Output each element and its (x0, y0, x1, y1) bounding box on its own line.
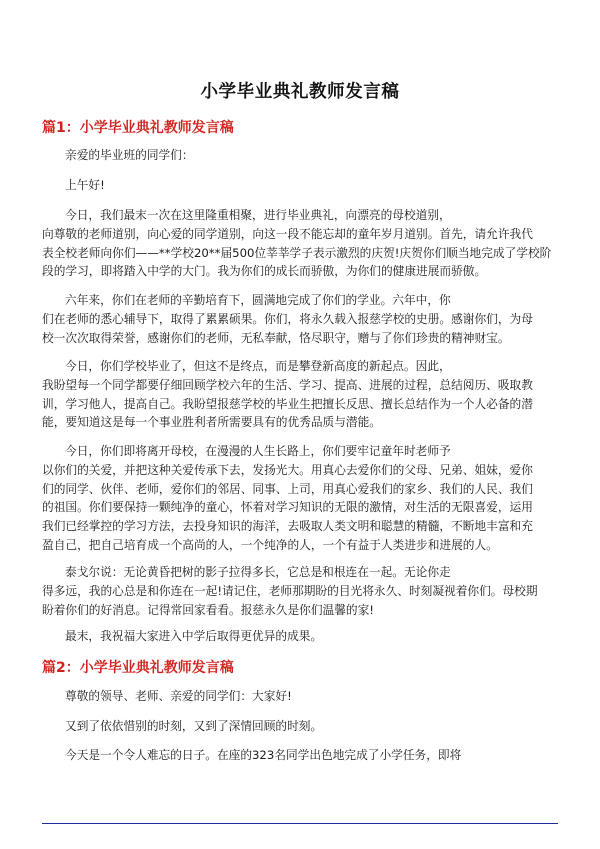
text-line: 段的学习，即将踏入中学的大门。我为你们的成长而骄傲，为你们的健康进展而骄傲。 (42, 264, 487, 279)
paragraph-1 (42, 206, 557, 281)
text-line: 泰戈尔说：无论黄昏把树的影子拉得多长，它总是和根连在一起。无论你走 (65, 565, 451, 579)
section-heading-2: 篇2：小学毕业典礼教师发言稿 (42, 660, 234, 676)
text-line: 训，学习他人，提高自己。我盼望报慈学校的毕业生把擅长反思、擅长总结作为一个人必备的潜 (42, 396, 533, 411)
greeting (42, 176, 557, 195)
text-line: 校一次次取得荣誉，感谢你们的老师，无私奉献，恪尽职守，赠与了你们珍贵的精神财宝。 (42, 330, 510, 345)
text-line: 盼着你们的好消息。记得常回家看看。报慈永久是你们温馨的家! (42, 602, 374, 617)
text-line: 的祖国。你们要保持一颗纯净的童心，怀着对学习知识的无限的激情，对生活的无限喜爱，运用 (42, 500, 533, 515)
section-heading-1: 篇1：小学毕业典礼教师发言稿 (42, 120, 234, 136)
text-line: 盈自己，把自己培育成一个高尚的人，一个纯净的人，一个有益于人类进步和进展的人。 (42, 537, 498, 552)
text-line: 亲爱的毕业班的同学们： (65, 148, 194, 162)
text-line: 六年来，你们在老师的辛勤培育下，圆满地完成了你们的学业。六年中，你 (65, 293, 451, 307)
paragraph-5 (42, 563, 557, 619)
text-line: 今日，你们即将离开母校，在漫漫的人生长路上，你们要牢记童年时老师予 (65, 444, 451, 458)
paragraph-4 (42, 442, 557, 555)
text-line: 向尊敬的老师道别，向心爱的同学道别，向这一段不能忘却的童年岁月道别。首先，请允许我代 (42, 226, 533, 241)
text-line: 们的同学、伙伴、老师，爱你们的邻居、同事、上司，用真心爱我们的家乡、我们的人民、我们 (42, 481, 533, 496)
text-line: 能，要知道这是每一个事业胜利者所需要具有的优秀品质与潜能。 (42, 415, 381, 430)
document-title: 小学毕业典礼教师发言稿 (200, 82, 400, 102)
text-line: 今日，我们最末一次在这里隆重相聚，进行毕业典礼，向漂亮的母校道别， (65, 208, 451, 222)
salutation-2 (42, 687, 557, 706)
salutation-1 (42, 146, 557, 165)
text-line: 们在老师的悉心辅导下，取得了累累硕果。你们，将永久载入报慈学校的史册。感谢你们，为母 (42, 311, 533, 326)
text-line: 尊敬的领导、老师、亲爱的同学们：大家好! (65, 689, 292, 703)
text-line: 又到了依依惜别的时刻，又到了深情回顾的时刻。 (65, 719, 323, 733)
text-line: 我们已经掌控的学习方法，去投身知识的海洋，去吸取人类文明和聪慧的精髓，不断地丰富和充 (42, 519, 533, 534)
text-line: 表全校老师向你们——**学校20**届500位莘莘学子表示激烈的庆贺!庆贺你们顺当地完成了学校阶 (42, 245, 552, 260)
text-line: 我盼望每一个同学都要仔细回顾学校六年的生活、学习、提高、进展的过程，总结阅历、吸取教 (42, 377, 533, 392)
paragraph-2 (42, 291, 557, 347)
footer-divider (42, 823, 558, 824)
text-line: 以你们的关爱，并把这种关爱传承下去，发扬光大。用真心去爱你们的父母、兄弟、姐妹，爱你 (42, 462, 533, 477)
text-line: 上午好! (65, 178, 105, 192)
paragraph-6 (42, 717, 557, 736)
paragraph-7 (42, 746, 557, 765)
text-line: 今日，你们学校毕业了，但这不是终点，而是攀登新高度的新起点。因此， (65, 359, 451, 373)
text-line: 最末，我祝福大家进入中学后取得更优异的成果。 (65, 629, 323, 643)
closing-paragraph (42, 627, 557, 646)
text-line: 得多远，我的心总是和你连在一起!请记住，老师那期盼的目光将永久、时刻凝视着你们。母校期 (42, 583, 538, 598)
text-line: 今天是一个令人难忘的日子。在座的323名同学出色地完成了小学任务，即将 (65, 748, 462, 762)
paragraph-3 (42, 357, 557, 432)
